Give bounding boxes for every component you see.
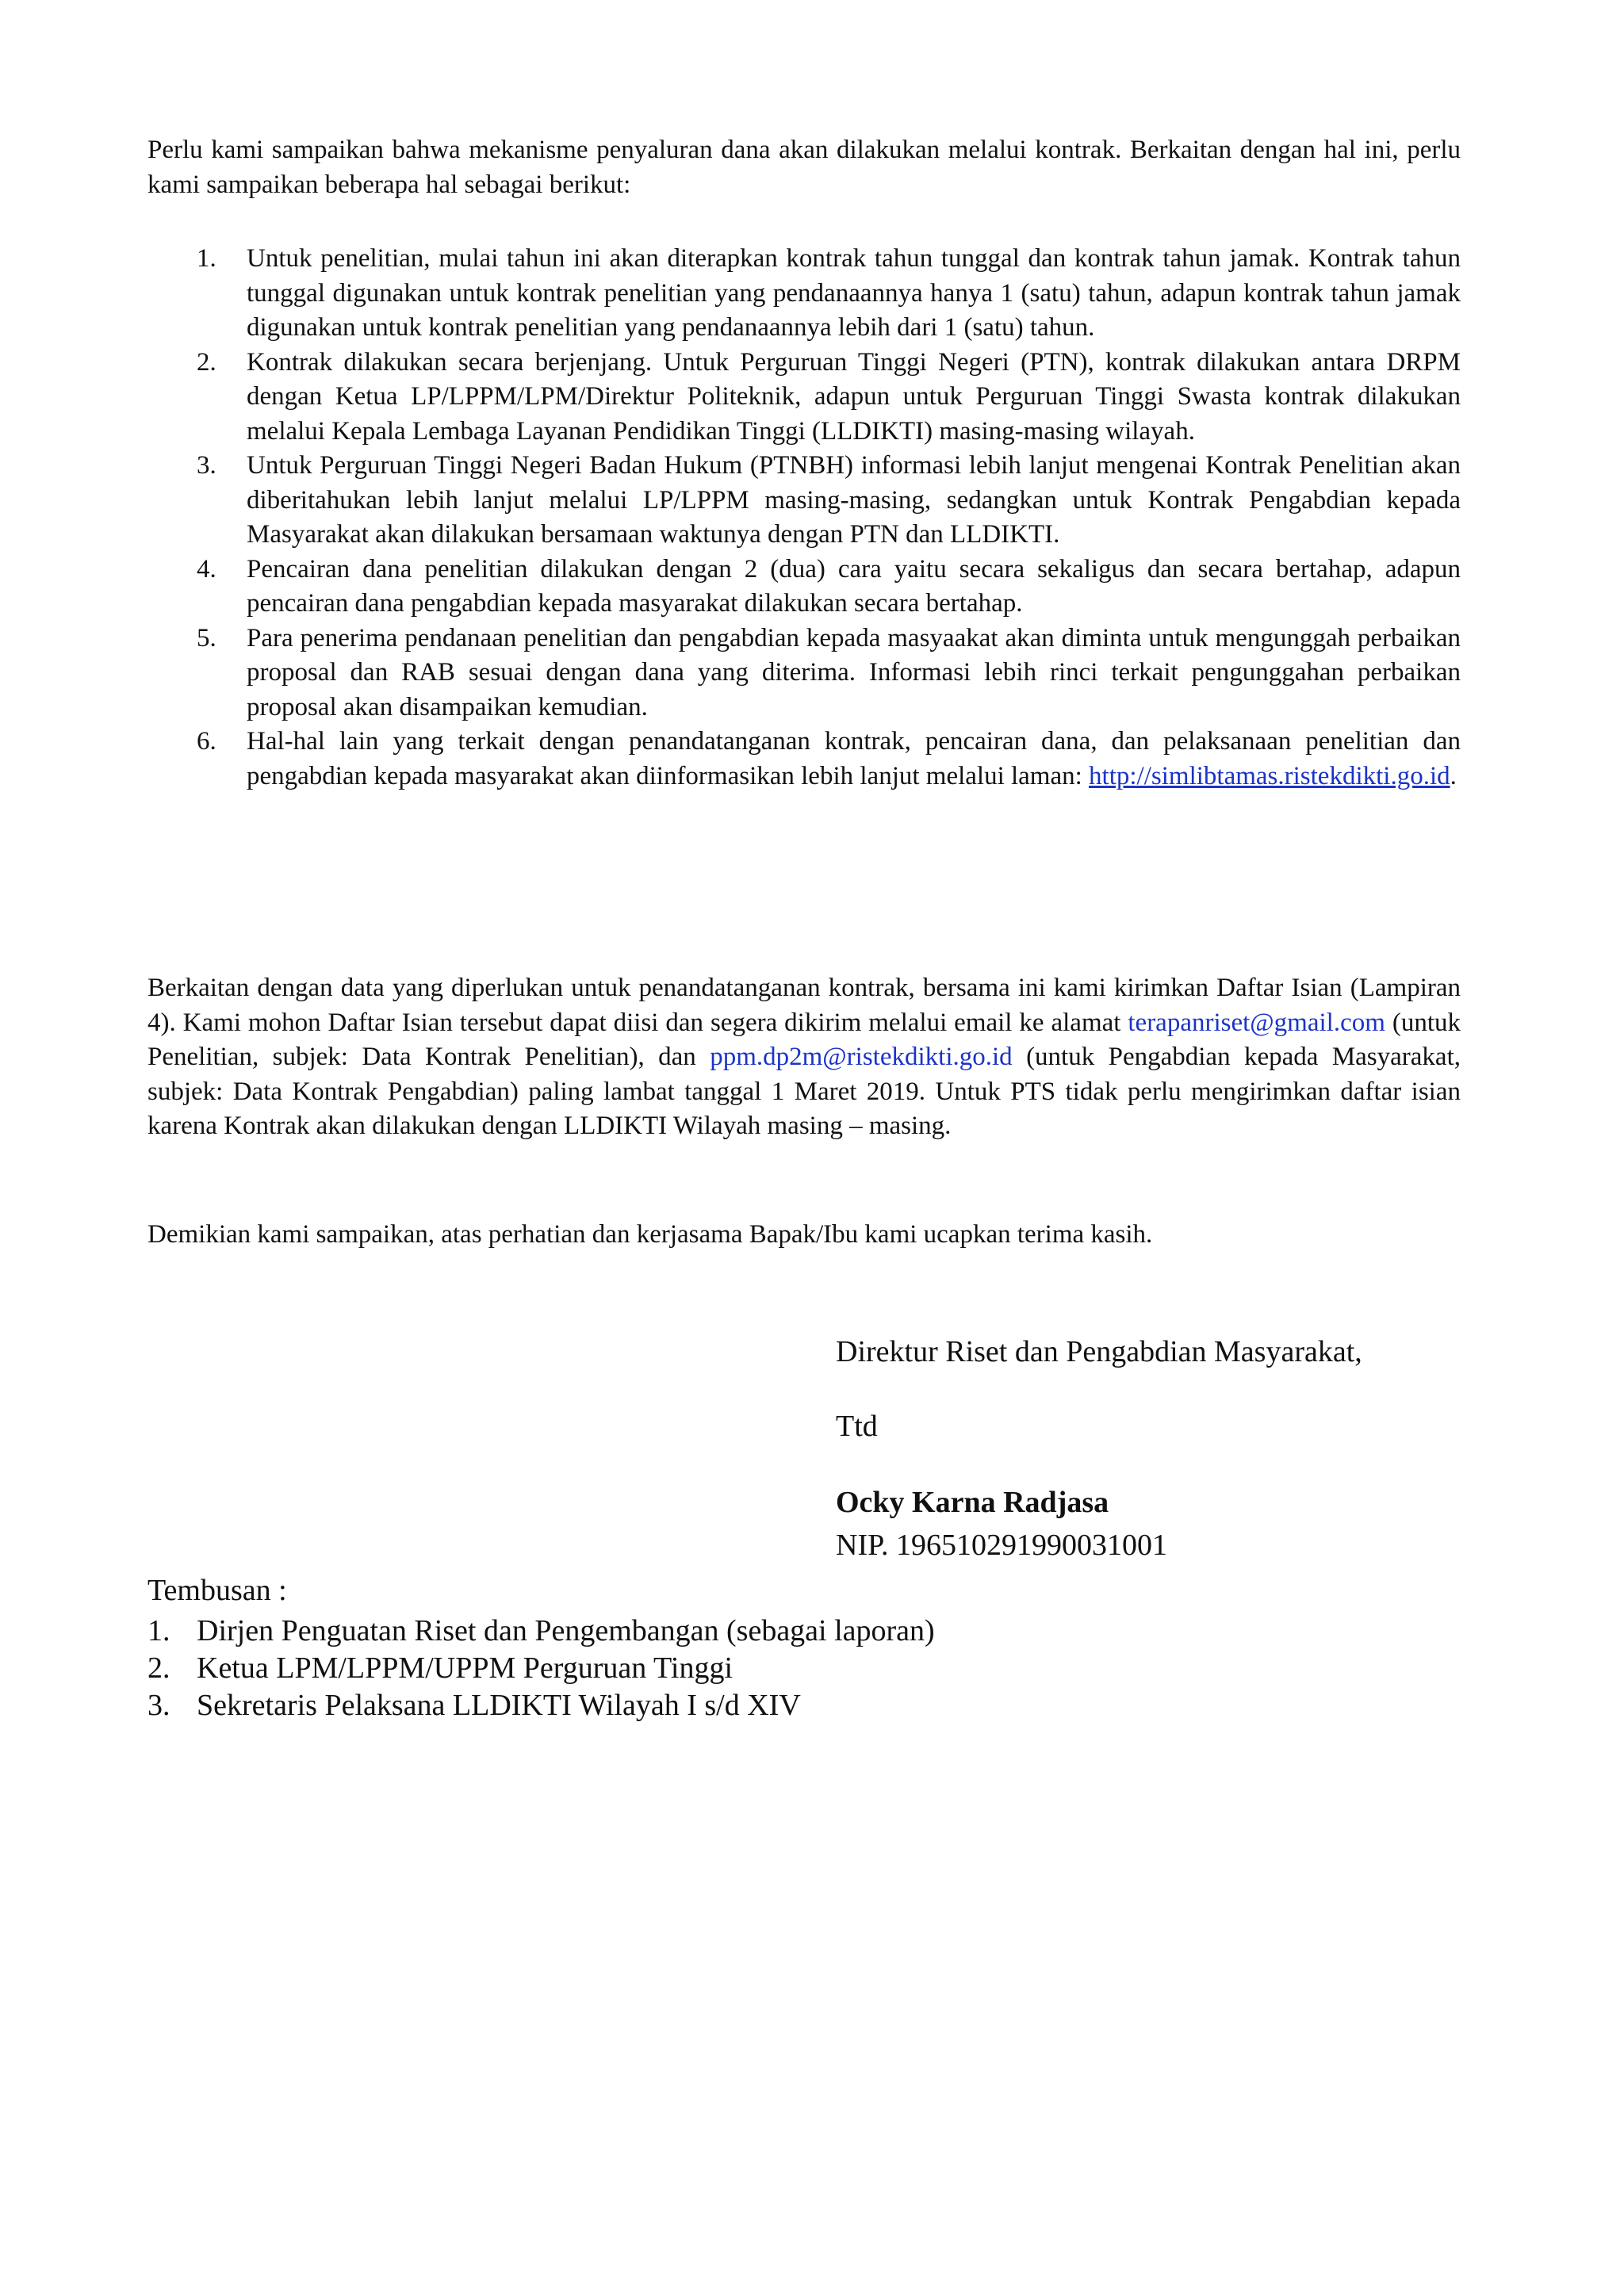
cc-item (147, 1650, 935, 1687)
cc-item-number: 3. (147, 1689, 170, 1722)
signature-ttd: Ttd (836, 1410, 878, 1443)
signatory-name: Ocky Karna Radjasa (836, 1486, 1109, 1519)
list-item (147, 242, 1461, 346)
list-item-number: 1. (197, 244, 216, 273)
cc-item (147, 1613, 935, 1650)
closing-paragraph: Demikian kami sampaikan, atas perhatian dan kerjasama Bapak/Ibu kami ucapkan terima kasih. (147, 1220, 1153, 1249)
list-item (147, 449, 1461, 553)
list-item (147, 725, 1461, 794)
simlitabmas-link[interactable]: http://simlibtamas.ristekdikti.go.id (1089, 761, 1450, 790)
list-item-text: Para penerima pendanaan penelitian dan pengabdian kepada masyaakat akan diminta untuk mengunggah perbaikan proposal dan RAB sesuai dengan dana yang diterima. Informasi lebih rinci terkait pengunggahan perbaikan proposal akan disampaikan kemudian. (247, 623, 1461, 721)
list-item-number: 5. (197, 623, 216, 652)
cc-item-text: Sekretaris Pelaksana LLDIKTI Wilayah I s/d XIV (197, 1689, 801, 1722)
contract-data-paragraph (147, 971, 1461, 1144)
list-item (147, 346, 1461, 450)
cc-item-text: Dirjen Penguatan Riset dan Pengembangan (sebagai laporan) (197, 1614, 935, 1647)
list-item-text: Pencairan dana penelitian dilakukan dengan 2 (dua) cara yaitu secara sekaligus dan secara bertahap, adapun pencairan dana pengabdian kepada masyarakat dilakukan secara bertahap. (247, 554, 1461, 618)
list-item-text: Kontrak dilakukan secara berjenjang. Untuk Perguruan Tinggi Negeri (PTN), kontrak dilakukan antara DRPM dengan Ketua LP/LPPM/LPM/Direktur Politeknik, adapun untuk Perguruan Tinggi Swasta kontrak dilakukan melalui Kepala Lembaga Layanan Pendidikan Tinggi (LLDIKTI) masing-masing wilayah. (247, 347, 1461, 446)
cc-item (147, 1687, 935, 1724)
cc-item-number: 2. (147, 1651, 170, 1685)
email-ppm[interactable]: ppm.dp2m@ristekdikti.go.id (710, 1043, 1013, 1071)
paragraph-text: (untuk Penelitian, subjek: Data Kontrak Penelitian), dan (147, 1008, 1461, 1071)
paragraph-text: (untuk Pengabdian kepada Masyarakat, subjek: Data Kontrak Pengabdian) paling lambat tanggal 1 Maret 2019. Untuk PTS tidak perlu mengirimkan daftar isian karena Kontrak akan dilakukan dengan LLDIKTI Wilayah masing – masing. (147, 1043, 1461, 1140)
list-item-text: Untuk penelitian, mulai tahun ini akan diterapkan kontrak tahun tunggal dan kontrak tahun jamak. Kontrak tahun tunggal digunakan untuk kontrak penelitian yang pendanaannya hanya 1 (satu) tahun, adapun kontrak tahun jamak digunakan untuk kontrak penelitian yang pendanaannya lebih dari 1 (satu) tahun. (247, 244, 1461, 342)
cc-heading: Tembusan : (147, 1574, 287, 1607)
list-item-text-end: . (1450, 761, 1457, 790)
list-item-text: Hal-hal lain yang terkait dengan penandatanganan kontrak, pencairan dana, dan pelaksanaan penelitian dan pengabdian kepada masyarakat akan diinformasikan lebih lanjut melalui laman: (247, 727, 1461, 790)
list-item (147, 553, 1461, 622)
paragraph-text: Berkaitan dengan data yang diperlukan untuk penandatanganan kontrak, bersama ini kami kirimkan Daftar Isian (Lampiran 4). Kami mohon Daftar Isian tersebut dapat diisi dan segera dikirim melalui email ke alamat (147, 974, 1461, 1037)
list-item-number: 3. (197, 451, 216, 480)
numbered-list (147, 242, 1461, 794)
cc-item-text: Ketua LPM/LPPM/UPPM Perguruan Tinggi (197, 1651, 733, 1685)
signatory-nip: NIP. 196510291990031001 (836, 1529, 1168, 1562)
list-item (147, 622, 1461, 725)
cc-item-number: 1. (147, 1614, 170, 1647)
cc-list (147, 1613, 935, 1724)
list-item-number: 4. (197, 554, 216, 584)
list-item-number: 6. (197, 727, 216, 756)
list-item-number: 2. (197, 347, 216, 377)
intro-paragraph: Perlu kami sampaikan bahwa mekanisme penyaluran dana akan dilakukan melalui kontrak. Berkaitan dengan hal ini, perlu kami sampaikan beberapa hal sebagai berikut: (147, 136, 1461, 199)
list-item-text: Untuk Perguruan Tinggi Negeri Badan Hukum (PTNBH) informasi lebih lanjut mengenai Kontrak Penelitian akan diberitahukan lebih lanjut melalui LP/LPPM masing-masing, sedangkan untuk Kontrak Pengabdian kepada Masyarakat akan dilakukan bersamaan waktunya dengan PTN dan LLDIKTI. (247, 451, 1461, 549)
email-terapanriset[interactable]: terapanriset@gmail.com (1128, 1008, 1385, 1037)
signatory-title: Direktur Riset dan Pengabdian Masyarakat, (836, 1335, 1362, 1368)
